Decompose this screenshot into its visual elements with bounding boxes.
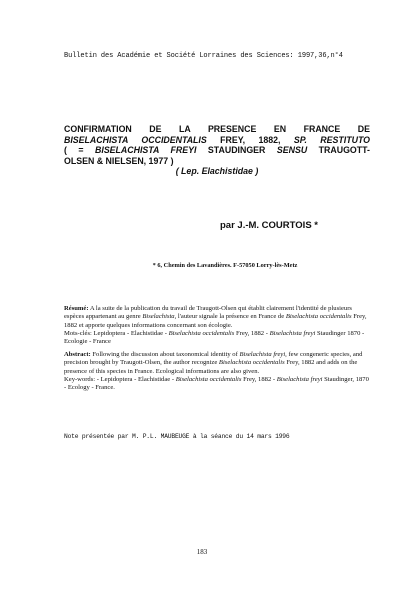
title-staudinger: STAUDINGER [196, 145, 277, 156]
title-synonym-name: BISELACHISTA FREYI [95, 145, 197, 156]
title-restituto: SP. RESTITUTO [293, 134, 370, 145]
resume-paragraph [64, 305, 370, 346]
abstract-paragraph [64, 351, 370, 392]
journal-header: Bulletin des Académie et Société Lorraines des Sciences: 1997,36,n°4 [64, 52, 343, 60]
title-sensu: SENSU [276, 145, 308, 156]
key-words-species-1: Biselachista occidentalis [175, 375, 242, 383]
abstract-label: Abstract: [64, 351, 91, 358]
key-words-species-2: Biselachista freyi [276, 375, 323, 383]
article-author: par J.-M. COURTOIS * [219, 220, 318, 231]
article-title [64, 124, 370, 166]
abstract-text-2: , few congeneric species, and precision brought by Traugott-Olsen, the author recognize [64, 351, 363, 367]
title-traugott: TRAUGOTT- [307, 145, 370, 156]
abstract-text-1: Following the discussion about taxonomical identity of [90, 351, 240, 358]
key-words-2: Frey, 1882 - [241, 375, 277, 383]
title-species-name: BISELACHISTA OCCIDENTALIS [64, 134, 207, 145]
title-line-3 [64, 145, 370, 156]
presentation-note: Note présentée par M. P.L. MAUBEUGE à la séance du 14 mars 1996 [64, 433, 290, 440]
resume-genus: Biselachista [142, 313, 175, 321]
resume-text-3: Frey, 1882 et apporte quelques informations concernant son écologie. [64, 313, 367, 329]
taxon-order: ( Lep. Elachistidae ) [175, 166, 259, 176]
mots-cles-2: Frey, 1882 - [234, 329, 270, 337]
mots-cles-1: Lepidoptera - Elachistidae - [91, 329, 169, 337]
mots-cles-label: Mots-clés: [64, 329, 92, 337]
abstract-text-3: Frey, 1882 and adds on the presence of this species in France. Ecological informations are also given. [64, 359, 358, 375]
mots-cles-3: Staudinger 1870 - Ecologie - France [64, 329, 365, 346]
resume-label: Résumé: [64, 305, 89, 312]
title-line-1: CONFIRMATION DE LA PRESENCE EN FRANCE DE [64, 124, 370, 134]
abstract-species-2: Biselachista occidentalis [218, 359, 285, 367]
key-words-1: - Lepidoptera - Elachistidae - [95, 375, 176, 383]
mots-cles-species-2: Biselachista freyi [269, 329, 316, 337]
resume-text-2: , l'auteur signale la présence en France de [174, 313, 286, 321]
title-author-year: FREY, 1882, [206, 134, 294, 145]
page-number: 183 [196, 548, 208, 556]
abstract-species-1: Biselachista freyi [239, 351, 286, 358]
title-line-4: OLSEN & NIELSEN, 1977 ) [64, 155, 174, 166]
mots-cles-species-1: Biselachista occidentalis [168, 329, 235, 337]
resume-text-1: A la suite de la publication du travail de Traugott-Olsen qui établit clairement l'identité de plusieurs espèces appartenant au genre [64, 305, 352, 321]
author-address: * 6, Chemin des Lavandières. F-57050 Lorry-lès-Metz [152, 262, 298, 269]
resume-species: Biselachista occidentalis [285, 313, 352, 321]
title-line-2 [64, 135, 370, 146]
key-words-label: Key-words: [64, 375, 96, 383]
key-words-3: Staudinger, 1870 - Ecology - France. [64, 375, 369, 392]
title-paren-open: ( = [64, 145, 96, 156]
